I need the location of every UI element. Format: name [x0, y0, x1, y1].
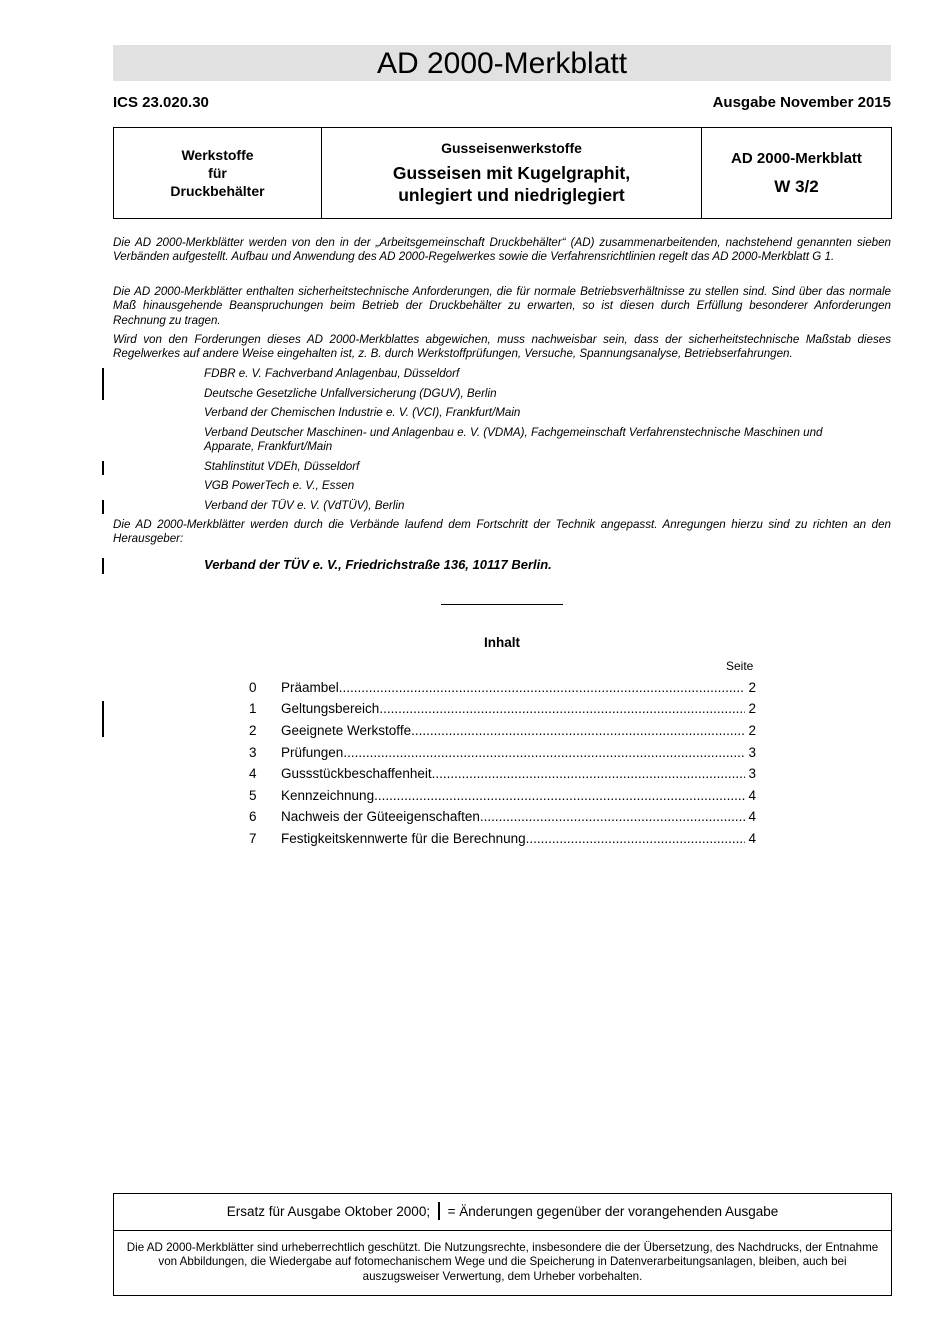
toc-entry[interactable]	[249, 699, 756, 719]
subject-title-line-1: Gusseisen mit Kugelgraphit,	[392, 163, 631, 183]
change-marker	[102, 461, 104, 475]
update-note: Die AD 2000-Merkblätter werden durch die Verbände laufend dem Fortschritt der Technik angepasst. Anregungen hierzu sind zu richten an den Herausgeber:	[113, 518, 891, 546]
toc-leader	[526, 829, 746, 849]
replacement-text: Ersatz für Ausgabe Oktober 2000;	[226, 1204, 431, 1219]
toc-page: 2	[748, 701, 756, 716]
sheet-number: W 3/2	[774, 176, 819, 196]
association-item: Verband der TÜV e. V. (VdTÜV), Berlin	[204, 499, 405, 512]
toc-entry[interactable]	[249, 786, 756, 806]
footer-box	[113, 1193, 892, 1296]
toc-entry[interactable]	[249, 807, 756, 827]
toc-heading: Inhalt	[484, 635, 520, 650]
intro-paragraph-1: Die AD 2000-Merkblätter werden von den in der „Arbeitsgemeinschaft Druckbehälter“ (AD) zusammenarbeitenden, nachstehend genannten sieben Verbänden aufgestellt. Aufbau und Anwendung des AD 2000-Regelwerkes sowie die Verfahrensrichtlinien regelt das AD 2000-Merkblatt G 1.	[113, 236, 891, 264]
toc-page: 3	[748, 745, 756, 760]
toc-leader	[339, 678, 746, 698]
change-marker	[102, 368, 104, 400]
toc-number: 6	[249, 809, 257, 824]
toc-number: 4	[249, 766, 257, 781]
toc-leader	[379, 699, 745, 719]
publisher-address: Verband der TÜV e. V., Friedrichstraße 136, 10117 Berlin.	[204, 557, 552, 572]
change-marker-legend	[438, 1202, 440, 1220]
section-divider	[441, 604, 563, 605]
toc-label: Prüfungen	[281, 745, 344, 760]
category-line-2: für	[208, 165, 227, 181]
toc-number: 2	[249, 723, 257, 738]
toc-page: 4	[748, 788, 756, 803]
document-title: AD 2000-Merkblatt	[113, 45, 891, 81]
toc-label: Kennzeichnung	[281, 788, 375, 803]
toc-leader	[411, 721, 745, 741]
toc-page: 4	[748, 831, 756, 846]
intro-paragraph-2: Die AD 2000-Merkblätter enthalten sicherheitstechnische Anforderungen, die für normale Betriebsverhältnisse zu stellen sind. Sind über das normale Maß hinausgehende Beanspruchungen beim Betrieb der Druckbehälter zu erwarten, so ist diesen durch Erfüllung besonderer Anforderungen Rechnung zu tragen.	[113, 285, 891, 327]
sheet-series: AD 2000-Merkblatt	[731, 149, 862, 167]
toc-label: Präambel	[281, 680, 339, 695]
sheet-id-cell	[702, 128, 891, 218]
association-item: Stahlinstitut VDEh, Düsseldorf	[204, 460, 360, 473]
toc-page: 3	[748, 766, 756, 781]
toc-number: 1	[249, 701, 257, 716]
toc-leader	[432, 764, 746, 784]
change-marker	[102, 500, 104, 514]
toc-leader	[343, 743, 745, 763]
ics-code: ICS 23.020.30	[113, 94, 209, 111]
intro-paragraph-3: Wird von den Forderungen dieses AD 2000-Merkblattes abgewichen, muss nachweisbar sein, dass der sicherheitstechnische Maßstab dieses Regelwerkes auf andere Weise eingehalten ist, z. B. durch Werkstoffprüfungen, Versuche, Spannungsanalyse, Betriebserfahrungen.	[113, 333, 891, 361]
toc-page: 2	[748, 680, 756, 695]
edition-date: Ausgabe November 2015	[712, 94, 891, 111]
subject-cell	[322, 128, 702, 218]
toc-label: Geltungsbereich	[281, 701, 380, 716]
change-marker	[102, 701, 104, 737]
change-marker	[102, 558, 104, 574]
toc-page: 4	[748, 809, 756, 824]
category-line-3: Druckbehälter	[170, 183, 265, 199]
toc-page-label: Seite	[726, 659, 754, 673]
changes-legend-text: = Änderungen gegenüber der vorangehenden Ausgabe	[447, 1204, 779, 1219]
toc-label: Geeignete Werkstoffe	[281, 723, 412, 738]
subject-title-line-2: unlegiert und niedriglegiert	[398, 185, 625, 205]
toc-entry[interactable]	[249, 721, 756, 741]
toc-label: Nachweis der Güteeigenschaften	[281, 809, 480, 824]
toc-entry[interactable]	[249, 764, 756, 784]
association-item: Verband der Chemischen Industrie e. V. (VCI), Frankfurt/Main	[204, 406, 521, 419]
toc-leader	[374, 786, 745, 806]
replacement-note	[114, 1194, 891, 1231]
material-group: Gusseisenwerkstoffe	[441, 140, 582, 156]
toc-label: Gussstückbeschaffenheit	[281, 766, 432, 781]
copyright-notice: Die AD 2000-Merkblätter sind urheberrechtlich geschützt. Die Nutzungsrechte, insbesondere die der Übersetzung, des Nachdrucks, der Entnahme von Abbildungen, die Wiedergabe auf fotomechanischem Wege und die Speicherung in Datenverarbeitungsanlagen, bleiben, auch bei auszugsweiser Verwertung, dem Urheber vorbehalten.	[126, 1241, 879, 1283]
toc-number: 5	[249, 788, 257, 803]
toc-number: 0	[249, 680, 257, 695]
toc-entry[interactable]	[249, 678, 756, 698]
toc-entry[interactable]	[249, 743, 756, 763]
category-line-1: Werkstoffe	[181, 147, 254, 163]
category-cell	[114, 128, 322, 218]
toc-page: 2	[748, 723, 756, 738]
toc-leader	[480, 807, 746, 827]
association-item: Verband Deutscher Maschinen- und Anlagenbau e. V. (VDMA), Fachgemeinschaft Verfahrenstechnische Maschinen und Apparate, Frankfurt/Main	[204, 426, 823, 454]
toc-label: Festigkeitskennwerte für die Berechnung	[281, 831, 526, 846]
toc-entry[interactable]	[249, 829, 756, 849]
classification-table	[113, 127, 892, 219]
association-item: Deutsche Gesetzliche Unfallversicherung (DGUV), Berlin	[204, 387, 497, 400]
association-item: VGB PowerTech e. V., Essen	[204, 479, 355, 492]
toc-number: 7	[249, 831, 257, 846]
association-item: FDBR e. V. Fachverband Anlagenbau, Düsseldorf	[204, 367, 460, 380]
toc-number: 3	[249, 745, 257, 760]
